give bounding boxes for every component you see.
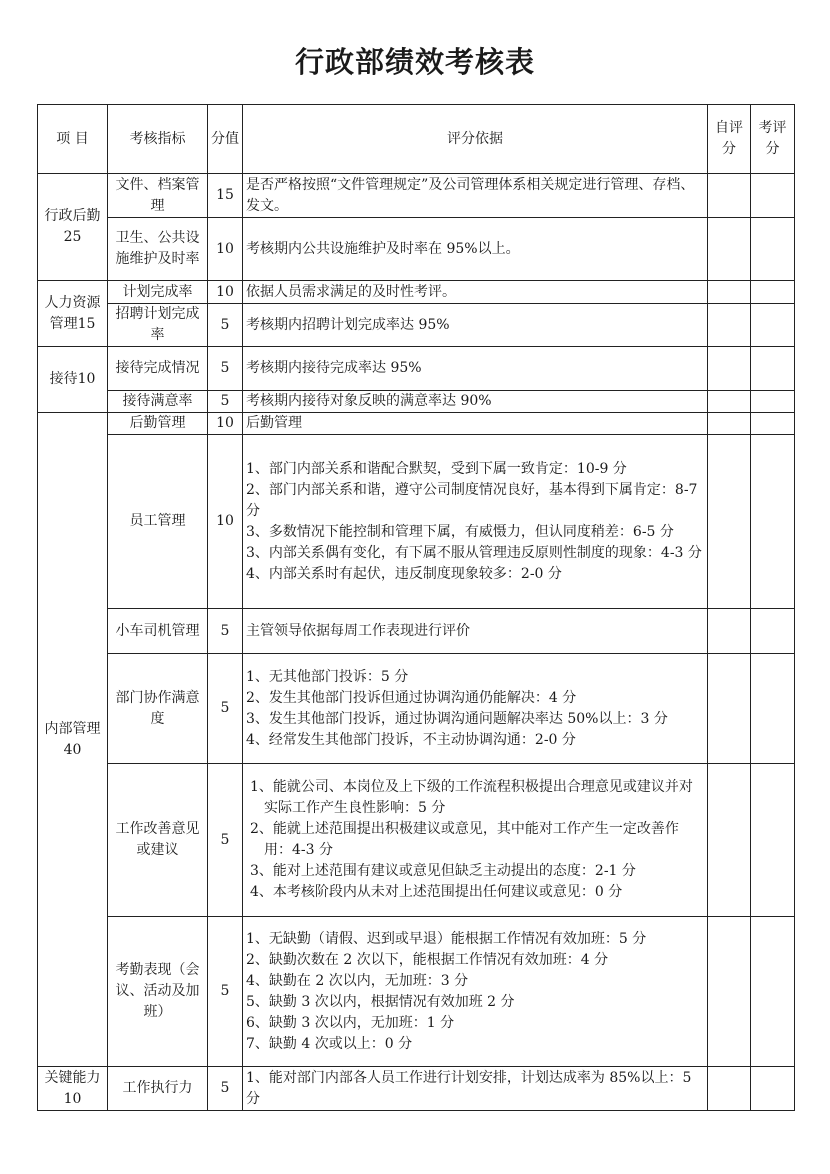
self-score-cell[interactable] <box>708 391 751 413</box>
basis-line: 依据人员需求满足的及时性考评。 <box>246 283 456 300</box>
group-key: 关键能力10 <box>38 1067 108 1111</box>
basis-line: 3、能对上述范围有建议或意见但缺乏主动提出的态度：2-1 分 <box>250 863 636 879</box>
basis-cell <box>243 347 708 391</box>
table-row <box>38 413 795 435</box>
review-score-cell[interactable] <box>751 391 795 413</box>
header-self-score: 自评分 <box>708 105 751 174</box>
self-score-cell[interactable] <box>708 917 751 1067</box>
basis-line: 是否严格按照“文件管理规定”及公司管理体系相关规定进行管理、存档、发文。 <box>246 176 695 214</box>
basis-cell <box>243 654 708 764</box>
self-score-cell[interactable] <box>708 281 751 304</box>
basis-line: 5、缺勤 3 次以内，根据情况有效加班 2 分 <box>246 993 515 1010</box>
indicator-cell: 卫生、公共设施维护及时率 <box>108 218 208 281</box>
basis-cell <box>243 1067 708 1111</box>
indicator-cell: 计划完成率 <box>108 281 208 304</box>
basis-line: 6、缺勤 3 次以内，无加班：1 分 <box>246 1014 455 1031</box>
basis-line: 主管领导依据每周工作表现进行评价 <box>246 622 470 639</box>
basis-line: 考核期内接待对象反映的满意率达 90% <box>246 393 492 409</box>
review-score-cell[interactable] <box>751 1067 795 1111</box>
score-cell: 5 <box>208 347 243 391</box>
header-project: 项 目 <box>38 105 108 174</box>
indicator-cell: 后勤管理 <box>108 413 208 435</box>
review-score-cell[interactable] <box>751 413 795 435</box>
basis-line: 考核期内招聘计划完成率达 95% <box>246 316 450 333</box>
table-row <box>38 391 795 413</box>
self-score-cell[interactable] <box>708 174 751 218</box>
review-score-cell[interactable] <box>751 435 795 609</box>
self-score-cell[interactable] <box>708 654 751 764</box>
table-row <box>38 917 795 1067</box>
group-reception: 接待10 <box>38 347 108 413</box>
score-cell: 5 <box>208 304 243 347</box>
table-row <box>38 435 795 609</box>
basis-line: 7、缺勤 4 次或以上：0 分 <box>246 1035 413 1052</box>
indicator-cell: 招聘计划完成率 <box>108 304 208 347</box>
basis-cell <box>243 764 708 917</box>
indicator-cell: 工作改善意见或建议 <box>108 764 208 917</box>
indicator-cell: 部门协作满意度 <box>108 654 208 764</box>
indicator-cell: 员工管理 <box>108 435 208 609</box>
self-score-cell[interactable] <box>708 435 751 609</box>
basis-line: 1、能对部门内部各人员工作进行计划安排，计划达成率为 85%以上：5 分 <box>246 1069 692 1107</box>
basis-line: 2、能就上述范围提出积极建议或意见，其中能对工作产生一定改善作用：4-3 分 <box>250 821 679 858</box>
indicator-cell: 考勤表现（会议、活动及加班） <box>108 917 208 1067</box>
self-score-cell[interactable] <box>708 413 751 435</box>
basis-cell <box>243 174 708 218</box>
self-score-cell[interactable] <box>708 764 751 917</box>
basis-cell <box>243 609 708 654</box>
basis-line: 3、多数情况下能控制和管理下属，有威慑力，但认同度稍差：6-5 分 <box>246 523 674 540</box>
review-score-cell[interactable] <box>751 281 795 304</box>
review-score-cell[interactable] <box>751 654 795 764</box>
header-review-score: 考评分 <box>751 105 795 174</box>
review-score-cell[interactable] <box>751 917 795 1067</box>
self-score-cell[interactable] <box>708 304 751 347</box>
basis-line: 3、发生其他部门投诉，通过协调沟通问题解决率达 50%以上：3 分 <box>246 710 668 727</box>
score-cell: 5 <box>208 654 243 764</box>
basis-cell <box>243 304 708 347</box>
score-cell: 15 <box>208 174 243 218</box>
score-cell: 5 <box>208 764 243 917</box>
table-row <box>38 304 795 347</box>
basis-line: 后勤管理 <box>246 415 302 431</box>
basis-cell <box>243 413 708 435</box>
score-cell: 10 <box>208 281 243 304</box>
table-row <box>38 654 795 764</box>
self-score-cell[interactable] <box>708 609 751 654</box>
basis-line: 2、缺勤次数在 2 次以下，能根据工作情况有效加班：4 分 <box>246 951 609 968</box>
basis-cell <box>243 281 708 304</box>
header-row <box>38 105 795 174</box>
header-indicator: 考核指标 <box>108 105 208 174</box>
basis-line: 考核期内公共设施维护及时率在 95%以上。 <box>246 240 520 257</box>
table-row <box>38 609 795 654</box>
basis-line: 1、能就公司、本岗位及上下级的工作流程积极提出合理意见或建议并对实际工作产生良性影响：5 分 <box>250 779 693 816</box>
assessment-table <box>37 104 795 1111</box>
table-row <box>38 347 795 391</box>
table-row <box>38 218 795 281</box>
table-row <box>38 281 795 304</box>
basis-line: 3、内部关系偶有变化，有下属不服从管理违反原则性制度的现象：4-3 分 <box>246 544 702 561</box>
basis-line: 2、发生其他部门投诉但通过协调沟通仍能解决：4 分 <box>246 689 577 706</box>
score-cell: 10 <box>208 435 243 609</box>
self-score-cell[interactable] <box>708 347 751 391</box>
review-score-cell[interactable] <box>751 174 795 218</box>
table-row <box>38 1067 795 1111</box>
indicator-cell: 小车司机管理 <box>108 609 208 654</box>
indicator-cell: 接待满意率 <box>108 391 208 413</box>
basis-cell <box>243 391 708 413</box>
review-score-cell[interactable] <box>751 304 795 347</box>
basis-line: 4、本考核阶段内从未对上述范围提出任何建议或意见：0 分 <box>250 884 623 900</box>
basis-line: 4、缺勤在 2 次以内，无加班：3 分 <box>246 972 469 989</box>
basis-line: 2、部门内部关系和谐，遵守公司制度情况良好，基本得到下属肯定：8-7 分 <box>246 481 698 519</box>
basis-cell <box>243 917 708 1067</box>
basis-line: 1、无其他部门投诉：5 分 <box>246 668 409 685</box>
score-cell: 10 <box>208 413 243 435</box>
review-score-cell[interactable] <box>751 218 795 281</box>
score-cell: 5 <box>208 917 243 1067</box>
group-hr: 人力资源管理15 <box>38 281 108 347</box>
review-score-cell[interactable] <box>751 347 795 391</box>
table-row <box>38 764 795 917</box>
score-cell: 5 <box>208 609 243 654</box>
header-basis: 评分依据 <box>243 105 708 174</box>
table-row <box>38 174 795 218</box>
group-admin: 行政后勤25 <box>38 174 108 281</box>
indicator-cell: 接待完成情况 <box>108 347 208 391</box>
basis-line: 考核期内接待完成率达 95% <box>246 360 422 376</box>
header-score: 分值 <box>208 105 243 174</box>
indicator-cell: 工作执行力 <box>108 1067 208 1111</box>
group-internal: 内部管理40 <box>38 413 108 1067</box>
self-score-cell[interactable] <box>708 218 751 281</box>
indicator-cell: 文件、档案管理 <box>108 174 208 218</box>
self-score-cell[interactable] <box>708 1067 751 1111</box>
page-title: 行政部绩效考核表 <box>294 45 535 79</box>
review-score-cell[interactable] <box>751 609 795 654</box>
basis-cell <box>243 218 708 281</box>
review-score-cell[interactable] <box>751 764 795 917</box>
basis-cell <box>243 435 708 609</box>
basis-line: 4、内部关系时有起伏，违反制度现象较多：2-0 分 <box>246 565 562 582</box>
basis-line: 4、经常发生其他部门投诉，不主动协调沟通：2-0 分 <box>246 731 576 748</box>
score-cell: 5 <box>208 1067 243 1111</box>
basis-line: 1、部门内部关系和谐配合默契，受到下属一致肯定：10-9 分 <box>246 460 627 477</box>
score-cell: 10 <box>208 218 243 281</box>
basis-line: 1、无缺勤（请假、迟到或早退）能根据工作情况有效加班：5 分 <box>246 930 647 947</box>
score-cell: 5 <box>208 391 243 413</box>
